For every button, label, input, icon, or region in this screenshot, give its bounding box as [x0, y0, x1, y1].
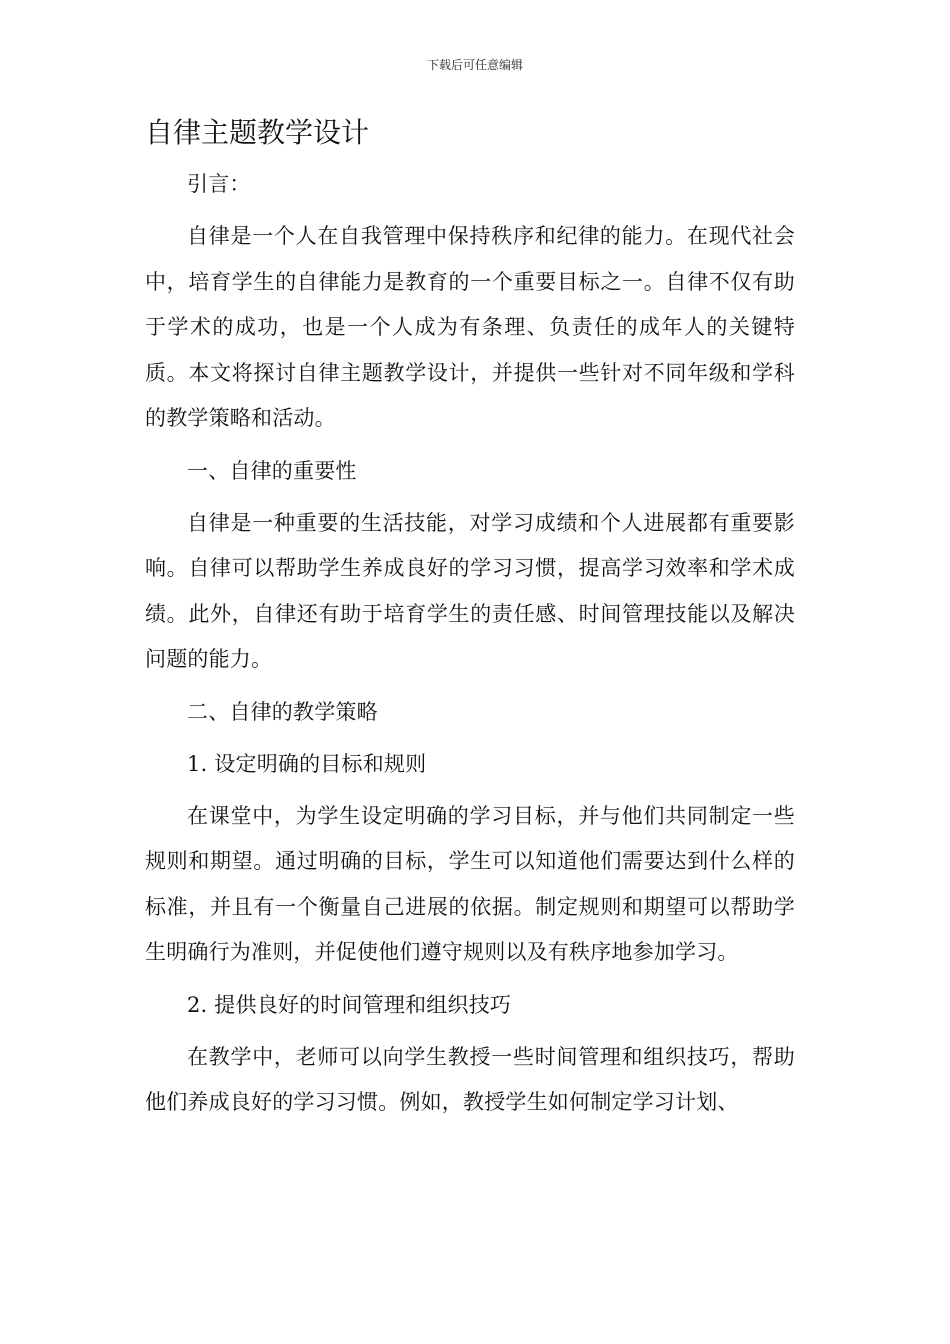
- document-body: [145, 112, 795, 1133]
- intro-label: 引言：: [187, 172, 251, 196]
- intro-paragraph: 自律是一个人在自我管理中保持秩序和纪律的能力。在现代社会中，培育学生的自律能力是教育的一个重要目标之一。自律不仅有助于学术的成功，也是一个人成为有条理、负责任的成年人的关键特质。本文将探讨自律主题教学设计，并提供一些针对不同年级和学科的教学策略和活动。: [145, 224, 795, 430]
- page-header: 下载后可任意编辑: [426, 58, 523, 72]
- strategy2-heading: 2. 提供良好的时间管理和组织技巧: [187, 992, 512, 1017]
- document-title: 自律主题教学设计: [145, 116, 370, 149]
- section2-heading: 二、自律的教学策略: [187, 699, 378, 724]
- section1-heading: 一、自律的重要性: [187, 458, 357, 483]
- strategy1-heading: 1. 设定明确的目标和规则: [187, 751, 427, 776]
- section1-paragraph: 自律是一种重要的生活技能，对学习成绩和个人进展都有重要影响。自律可以帮助学生养成良好的学习习惯，提高学习效率和学术成绩。此外，自律还有助于培育学生的责任感、时间管理技能以及解决问题的能力。: [145, 510, 795, 671]
- strategy2-paragraph: 在教学中，老师可以向学生教授一些时间管理和组织技巧，帮助他们养成良好的学习习惯。例如，教授学生如何制定学习计划、: [145, 1044, 795, 1114]
- strategy1-paragraph: 在课堂中，为学生设定明确的学习目标，并与他们共同制定一些规则和期望。通过明确的目标，学生可以知道他们需要达到什么样的标准，并且有一个衡量自己进展的依据。制定规则和期望可以帮助学生明确行为准则，并促使他们遵守规则以及有秩序地参加学习。: [145, 803, 795, 964]
